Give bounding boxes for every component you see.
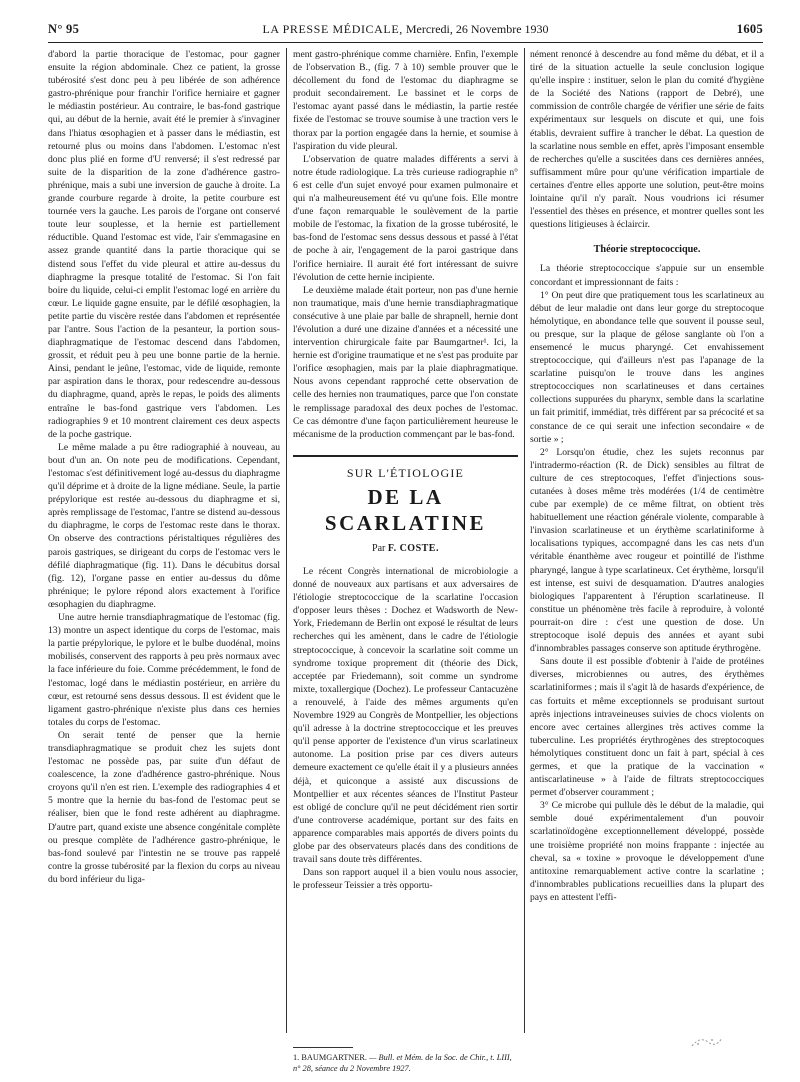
footnote-text: — Bull. et Mém. de la Soc. de Chir., t. LIII, n° 28, séance du 2 Novembre 1927. [293,1053,512,1073]
issue-date: Mercredi, 26 Novembre 1930 [405,22,549,36]
paragraph: nément renoncé à descendre au fond même du débat, et il a tiré de la situation actuelle la seule conclusion logique qu'elle inspire : instituer, selon le plan du comité d'hygiène de la Société des Nations (rapport de Debré), une commission de contrôle chargée de vérifier une série de faits expérimentaux sur lesquels on discute et qui, une fois établis, devraient suffire à trancher le débat. La question de la scarlatine nous semble en effet, après l'imposant ensemble de recherches qu'elle a suscitées dans ces dernières années, suffisamment mûre pour qu'une vérification impartiale de certaines d'entre elles apporte une solution, peut-être moins lointaine qu'il n'y paraît. Nous voudrions ici résumer l'essentiel des thèses en présence, et montrer quelles sont les questions litigieuses à éclaircir. [530,49,764,231]
paragraph: Sans doute il est possible d'obtenir à l'aide de protéines diverses, microbiennes ou autres, des érythèmes scarlatiniformes ; mais il s'agit là de hasards d'expérience, de cas fortuits et même exceptionnels se produisant surtout après injections intraveineuses suivies de chocs violents on encore avec certaines allergines très actives comme la tuberculine. Les propriétés érythrogènes des streptocoques hémolytiques constituent donc un fait à part, spécial à ces germes, et que la pratique de la vaccination « antiscarlatineuse » à l'aide de filtrats streptococciques permet d'observer couramment ; [530,656,764,799]
paragraph: 3° Ce microbe qui pullule dès le début de la maladie, qui semble doué expérimentalement d'un pouvoir scarlatinoïdogène exceptionnellement développé, possède une troisième propriété non moins frappante : injectée au cheval, sa « toxine » provoque le développement d'une antitoxine remarquablement active contre la scarlatine ; d'innombrables publications recueillies dans la plupart des pays en attestent l'effi- [530,800,764,903]
running-header [48,22,763,43]
column-divider [286,48,287,1033]
journal-title: LA PRESSE MÉDICALE, [262,22,403,36]
paragraph: Le récent Congrès international de microbiologie a donné de nouveaux aux partisans et aux adversaires de l'étiologie streptococcique de la scarlatine l'occasion d'opposer leurs thèses : Dochez et Wadsworth de New-York, Friedemann de Berlin ont exposé le résultat de leurs recherches qui les amènent, dans le cadre de l'étiologie streptococcique, à concevoir la scarlatine soit comme un syndrome toxique proprement dit (théorie des Dick, acceptée par Friedemann), soit comme un syndrome mixte, toxallergique (Dochez). Le professeur Cantacuzène a renouvelé, à l'aide des mêmes arguments qu'en Novembre 1929 au Congrès de Montpellier, les objections qu'il adresse à la doctrine streptococcique et les preuves qu'il pense apporter de l'existence d'un virus scarlatineux autonome. La position prise par ces divers auteurs demeure exactement ce qu'elle était il y a plusieurs années déjà, et quiconque a assisté aux discussions de Montpellier et aux récentes séances de l'Institut Pasteur est obligé de conclure qu'il ne peut décidément rien sortir d'une controverse académique, portant sur des faits en apparence comparables mais apportés de divers points du globe par des observateurs placés dans des conditions de travail sans doute très différentes. [293,566,518,866]
paragraph: d'abord la partie thoracique de l'estomac, pour gagner ensuite la région abdominale. Chez ce patient, la grosse tubérosité s'est donc peu à peu libérée de son adhérence gastro-phrénique pour franchir l'orifice herniaire et gagner le médiastin postérieur. Au contraire, le bas-fond gastrique qui, au début de la hernie, avait été le premier à s'invaginer dans l'hiatus œsophagien et à passer dans le médiastin, est retourné plus ou moins dans l'abdomen. L'estomac n'est donc plus plié en forme d'U renversé; il s'est redressé par suite de la disparition de la zone d'adhérence gastro-phrénique, mais a subi une inversion de gauche à droite. La grande courbure regarde à droite, la petite courbure est tournée vers la gauche. Les parois de l'organe ont conservé toute leur souplesse, et la hernie est partiellement réductible. Quand l'estomac est vide, l'air s'emmagasine en assez grande quantité dans la partie thoracique qui se distend sous l'effet du vide pleural et attire au-dessus du diaphragme la presque totalité de l'estomac. Si l'on fait boire du liquide, celui-ci emplit l'estomac logé en arrière du cœur. Le liquide gagne ensuite, par le défilé œsophagien, la petite partie du viscère restée dans l'abdomen et représentée par l'antre. Sous l'action de la pesanteur, la portion sous-diaphragmatique de l'estomac descend dans l'abdomen, grossit, et réduit peu à peu une bonne partie de la hernie. Ainsi, pendant le jeûne, l'estomac, vide de liquide, remonte par aspiration dans le thorax, pour redescendre au-dessous du diaphragme, quand, après le repas, le poids des aliments entraîne le bas-fond gastrique vers l'abdomen. Les radiographies 9 et 10 montrent clairement ces deux aspects de la poche gastrique. [48,49,280,440]
column-2 [293,48,518,1038]
paragraph: La théorie streptococcique s'appuie sur un ensemble concordant et impressionnant de faits : [530,263,764,288]
article-overtitle: SUR L'ÉTIOLOGIE [346,465,465,480]
footnote-rule [293,1047,353,1048]
article-byline [293,542,518,555]
paragraph: L'observation de quatre malades différents a servi à notre étude radiologique. La très curieuse radiographie n° 6 est celle d'un sujet envoyé pour examen pulmonaire et qui n'a malheureusement été vu qu'une fois. Elle montre d'une façon remarquable le soulèvement de la partie mobile de l'estomac, la fixation de la grosse tubérosité, le bas-fond de l'estomac sens dessus dessous et passé à l'état de poche à air, l'engagement de la paroi gastrique dans l'orifice herniaire. Il aurait été fort intéressant de suivre l'évolution de cette hernie incipiente. [293,153,518,283]
column-divider [524,48,525,1033]
paragraph: Le deuxième malade était porteur, non pas d'une hernie non traumatique, mais d'une hernie transdiaphragmatique consécutive à une plaie par balle de shrapnell, hernie dont l'évolution a duré une dizaine d'années et a nécessité une intervention chirurgicale faite par Baumgartner¹. Ici, la hernie est d'origine traumatique et ne s'est pas produite par l'orifice œsophagien, mais par la plaie diaphragmatique. Nous avons cependant rapproché cette observation de celle des hernies non traumatiques, parce que l'on constate le remplissage paradoxal des deux poches de l'estomac. Ce cas démontre d'une façon particulièrement heureuse le mécanisme de la production commençant par le bas-fond. [293,284,518,440]
article-title: DE LA SCARLATINE [324,484,487,535]
library-stamp-mark [690,1030,724,1052]
footnote-marker: 1. [293,1053,300,1062]
journal-line [48,22,763,37]
article-heading [293,455,518,555]
paragraph: On serait tenté de penser que la hernie transdiaphragmatique se produit chez les sujets dont l'estomac ne possède pas, par suite d'un défaut de coalescence, la zone d'adhérence gastro-phrénique. Nous croyons qu'il n'en est rien. L'exemple des radiographies 4 et 5 montre que la hernie du bas-fond de l'estomac peut se réaliser, bien que le fond reste adhérent au diaphragme. D'autre part, quand existe une absence congénitale complète ou presque complète de l'adhérence gastro-phrénique, le bas-fond soulevé par l'intestin ne se trouve pas rappelé contre la grosse tubérosité par la flexion du corps au niveau du bord inférieur du liga- [48,729,280,885]
footnote [293,1047,518,1074]
section-title: Théorie streptococcique. [593,244,701,256]
paragraph: 1° On peut dire que pratiquement tous les scarlatineux au début de leur maladie ont dans leur gorge du streptocoque hémolytique, en abondance telle que souvent il pousse seul, ou presque, sur la plaque de gélose sanglante où l'on a ensemencé le mucus pharyngé. Cet envahissement streptococcique, qui d'ailleurs n'est pas l'apanage de la scarlatine puisqu'on le trouve dans les angines streptococciques non scarlatineuses et dans certaines collections suppurées du pharynx, semble dans la scarlatine un fait primitif, immédiat, très différent par sa précocité et sa constance de ce qui serait une infection secondaire « de sortie » ; [530,289,764,445]
column-1 [48,48,280,1048]
column-3 [530,48,764,1008]
footnote-author: BAUMGARTNER. [301,1053,367,1062]
paragraph: Dans son rapport auquel il a bien voulu nous associer, le professeur Teissier a très opportu- [293,867,518,892]
paragraph: Une autre hernie transdiaphragmatique de l'estomac (fig. 13) montre un aspect identique du corps de l'estomac, mais la partie prépylorique, le pylore et le bulbe duodénal, moins mobilisés, conservent des rapports à peu près normaux avec la face inférieure du foie. Comme précédemment, le fond de l'estomac, logé dans le médiastin postérieur, en arrière du cœur, est retourné sens dessus dessous. Il est évident que le ligament gastro-phrénique n'existe plus dans ces hernies totales du corps de l'estomac. [48,612,280,728]
paragraph: 2° Lorsqu'on étudie, chez les sujets reconnus par l'intradermo-réaction (R. de Dick) sensibles au filtrat de culture de ces streptocoques, l'effet d'injections sous-cutanées à doses même très modérées (1/4 de centimètre cube par exemple) de ce même filtrat, on obtient très habituellement une réaction générale violente, comparable à l'invasion scarlatineuse et un érythème scarlatiniforme à localisations typiques, accompagné dans les cas nets d'un véritable énanthème avec rougeur et pointillé de l'isthme pharyngé, langue à type scarlatineux. Cet érythème, lorsqu'il est intense, est suivi de desquamation. D'autres analogies biologiques l'apparentent à l'éruption scarlatineuse. Il constitue un phénomène très facile à reproduire, à volonté pourrait-on dire : c'est une question de dose. Un streptocoque isolé depuis des années et ayant subi d'innombrables passages conserve son aptitude érythrogène. [530,446,764,655]
article-author: F. COSTE. [387,542,439,554]
page-number-right: 1605 [736,22,763,36]
paragraph: Le même malade a pu être radiographié à nouveau, au bout d'un an. On note peu de modifications. Cependant, l'estomac s'est définitivement logé au-dessus du diaphragme qu'il déprime et à droite de la ligne médiane. Seule, la partie prépylorique est restée au-dessous du diaphragme et si, après remplissage de l'estomac, l'antre se distend au-dessous du diaphragme, le corps de l'estomac reste dans le thorax. On observe des contractions péristaltiques régulières des parois gastriques, se dirigeant du corps de l'estomac vers le défilé diaphragmatique (fig. 11). Dans le décubitus dorsal (fig. 12), l'organe passe en entier au-dessus du dôme phrénique; le pylore répond alors exactement à l'orifice œsophagien du diaphragme. [48,441,280,610]
paragraph: ment gastro-phrénique comme charnière. Enfin, l'exemple de l'observation B., (fig. 7 à 10) semble prouver que le décollement du fond de l'estomac du diaphragme se produit secondairement. Le bassinet et le corps de l'estomac ayant passé dans le médiastin, la partie restée fixée de l'estomac se trouve soumise à une traction vers le thorax par la portion engagée dans la hernie, et soumise à l'aspiration du vide pleural. [293,49,518,152]
page-number-left: N° 95 [48,22,80,36]
byline-prefix: Par [372,542,386,554]
